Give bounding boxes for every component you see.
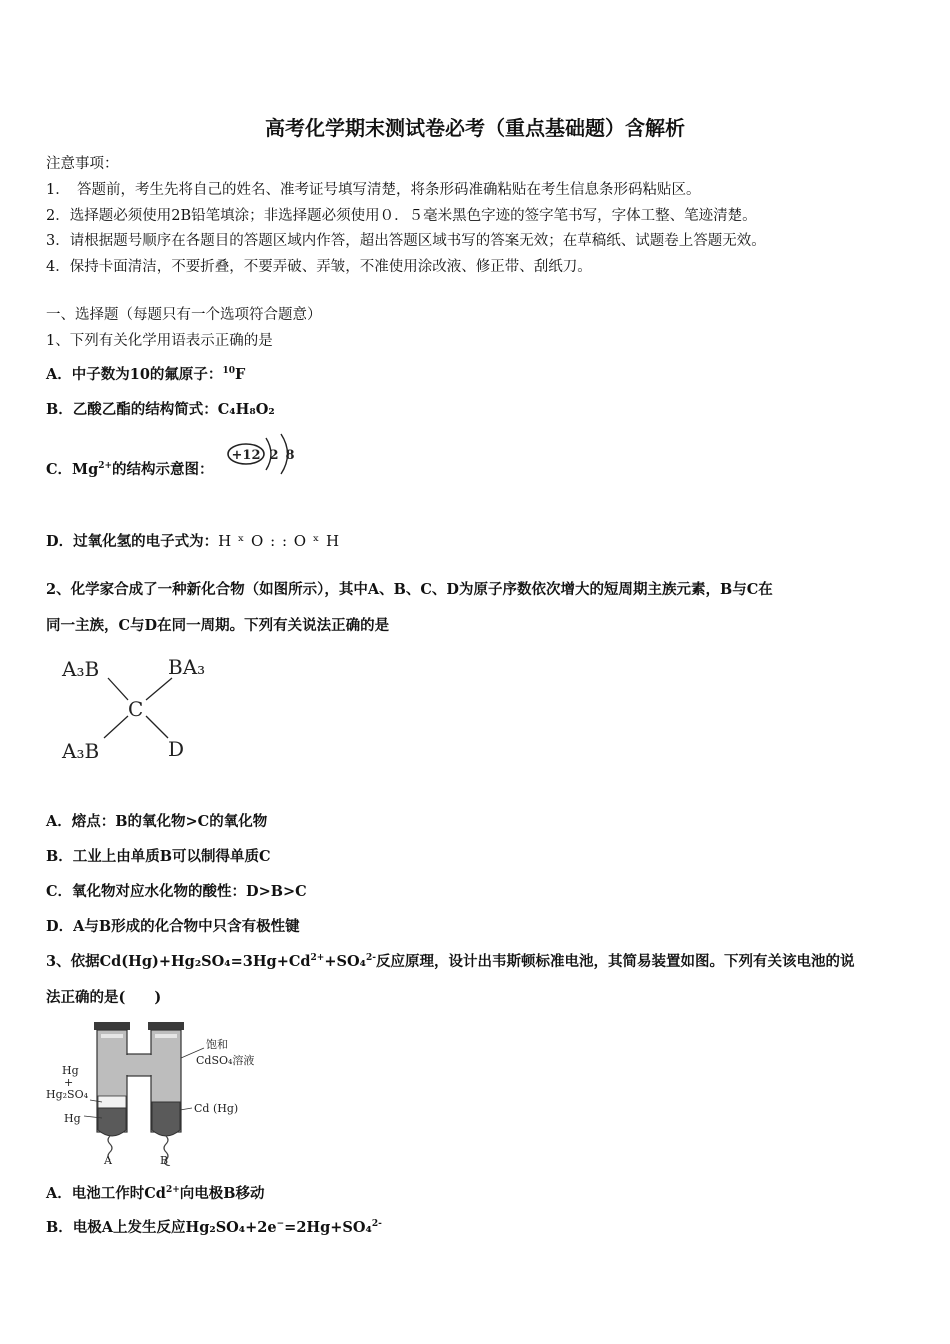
q1-option-c (46, 458, 214, 479)
label-hg-top: Hg (62, 1064, 79, 1077)
q3-stem-line-2: 法正确的是( ) (46, 989, 162, 1006)
q3-option-b-mid: =2Hg+SO₄ (284, 1219, 372, 1236)
q2-option-d: D．A与B形成的化合物中只含有极性键 (46, 918, 300, 935)
q3-option-a-sup: 2+ (165, 1185, 180, 1196)
label-cdso4-solution: CdSO₄溶液 (196, 1054, 255, 1067)
q2-option-a: A．熔点：B的氧化物>C的氧化物 (46, 813, 268, 830)
compound-structure-diagram (60, 650, 220, 768)
mercury-layer (98, 1108, 126, 1136)
left-tube-cap (94, 1022, 130, 1030)
mg-shell-2-count: 8 (285, 448, 295, 463)
q3-stem-part-b: +SO₄ (324, 953, 366, 970)
q3-option-a (46, 1182, 265, 1203)
q1-option-a-text: A．中子数为10的氟原子： (46, 366, 223, 383)
label-plus: + (64, 1076, 74, 1089)
structure-center-atom: C (128, 697, 144, 721)
q3-stem-sup-2: 2- (365, 953, 376, 964)
hg2so4-paste-layer (98, 1096, 126, 1108)
label-cd-hg: Cd (Hg) (194, 1102, 239, 1115)
cadmium-amalgam-layer (152, 1102, 180, 1136)
mg-ion-structure-diagram (226, 432, 302, 476)
notice-item-2: 2．选择题必须使用2B铅笔填涂；非选择题必须使用０．５毫米黑色字迹的签字笔书写，字体工整、笔迹清楚。 (46, 208, 757, 224)
section-heading: 一、选择题（每题只有一个选项符合题意） (46, 307, 322, 323)
weston-cell-diagram (44, 1018, 264, 1166)
q3-option-b-sup-1: − (276, 1219, 285, 1230)
notice-item-4: 4．保持卡面清洁，不要折叠，不要弄破、弄皱，不准使用涂改液、修正带、刮纸刀。 (46, 259, 592, 275)
q1-option-d (46, 530, 340, 551)
q1-option-d-text: D．过氧化氢的电子式为： (46, 533, 219, 550)
q1-option-d-electron-formula: H ˣ O : : O ˣ H (218, 532, 341, 550)
q1-option-c-charge: 2+ (98, 461, 113, 472)
q1-option-b-formula: C₄H₈O₂ (217, 401, 275, 418)
notice-heading: 注意事项： (46, 156, 119, 172)
q3-stem-part-c: 反应原理，设计出韦斯顿标准电池，其简易装置如图。下列有关该电池的说 (375, 953, 855, 970)
page-title: 高考化学期末测试卷必考（重点基础题）含解析 (265, 116, 685, 140)
q3-option-b (46, 1216, 382, 1237)
label-hg2so4: Hg₂SO₄ (46, 1088, 89, 1101)
q3-option-b-sup-2: 2- (371, 1219, 382, 1230)
notice-item-3: 3．请根据题号顺序在各题目的答题区域内作答，超出答题区域书写的答案无效；在草稿纸、试题卷上答题无效。 (46, 233, 766, 249)
structure-top-right-group: BA₃ (168, 655, 206, 679)
q2-option-b: B．工业上由单质B可以制得单质C (46, 848, 271, 865)
q1-option-b-text: B．乙酸乙酯的结构简式： (46, 401, 218, 418)
label-electrode-a: A (104, 1154, 112, 1166)
structure-top-left-group: A₃B (62, 657, 100, 681)
q1-option-b (46, 398, 275, 419)
q2-stem-line-1: 2、化学家合成了一种新化合物（如图所示），其中A、B、C、D为原子序数依次增大的短周期主族元素，B与C在 (46, 581, 773, 598)
label-saturated: 饱和 (206, 1038, 228, 1051)
q3-option-a-text: A．电池工作时Cd (46, 1185, 166, 1202)
q1-option-a-mass: 10 (222, 366, 235, 377)
label-hg: Hg (64, 1112, 81, 1125)
structure-bottom-left-group: A₃B (62, 739, 100, 763)
q3-stem-line-1 (46, 950, 854, 971)
q1-option-a-symbol: F (234, 366, 246, 383)
q2-option-c: C．氧化物对应水化物的酸性：D>B>C (46, 883, 307, 900)
mg-shell-1-count: 2 (269, 448, 279, 463)
q1-option-c-text: C．Mg (46, 461, 99, 478)
structure-bottom-right-atom: D (168, 737, 185, 761)
q1-stem: 1、下列有关化学用语表示正确的是 (46, 333, 273, 349)
mg-nucleus-label: +12 (231, 448, 261, 463)
notice-item-1: 1． 答题前，考生先将自己的姓名、准考证号填写清楚，将条形码准确粘贴在考生信息条形码粘贴区。 (46, 182, 701, 198)
q3-stem-sup-1: 2+ (310, 953, 325, 964)
q2-stem-line-2: 同一主族，C与D在同一周期。下列有关说法正确的是 (46, 617, 390, 634)
q1-option-c-suffix: 的结构示意图： (112, 461, 214, 478)
right-tube-cap (148, 1022, 184, 1030)
q3-option-a-suffix: 向电极B移动 (179, 1185, 265, 1202)
q3-option-b-text: B．电极A上发生反应Hg₂SO₄+2e (46, 1219, 277, 1236)
label-electrode-b: B (160, 1154, 169, 1166)
q1-option-a (46, 363, 245, 384)
q3-stem-part-a: 3、依据Cd(Hg)+Hg₂SO₄=3Hg+Cd (46, 953, 311, 970)
